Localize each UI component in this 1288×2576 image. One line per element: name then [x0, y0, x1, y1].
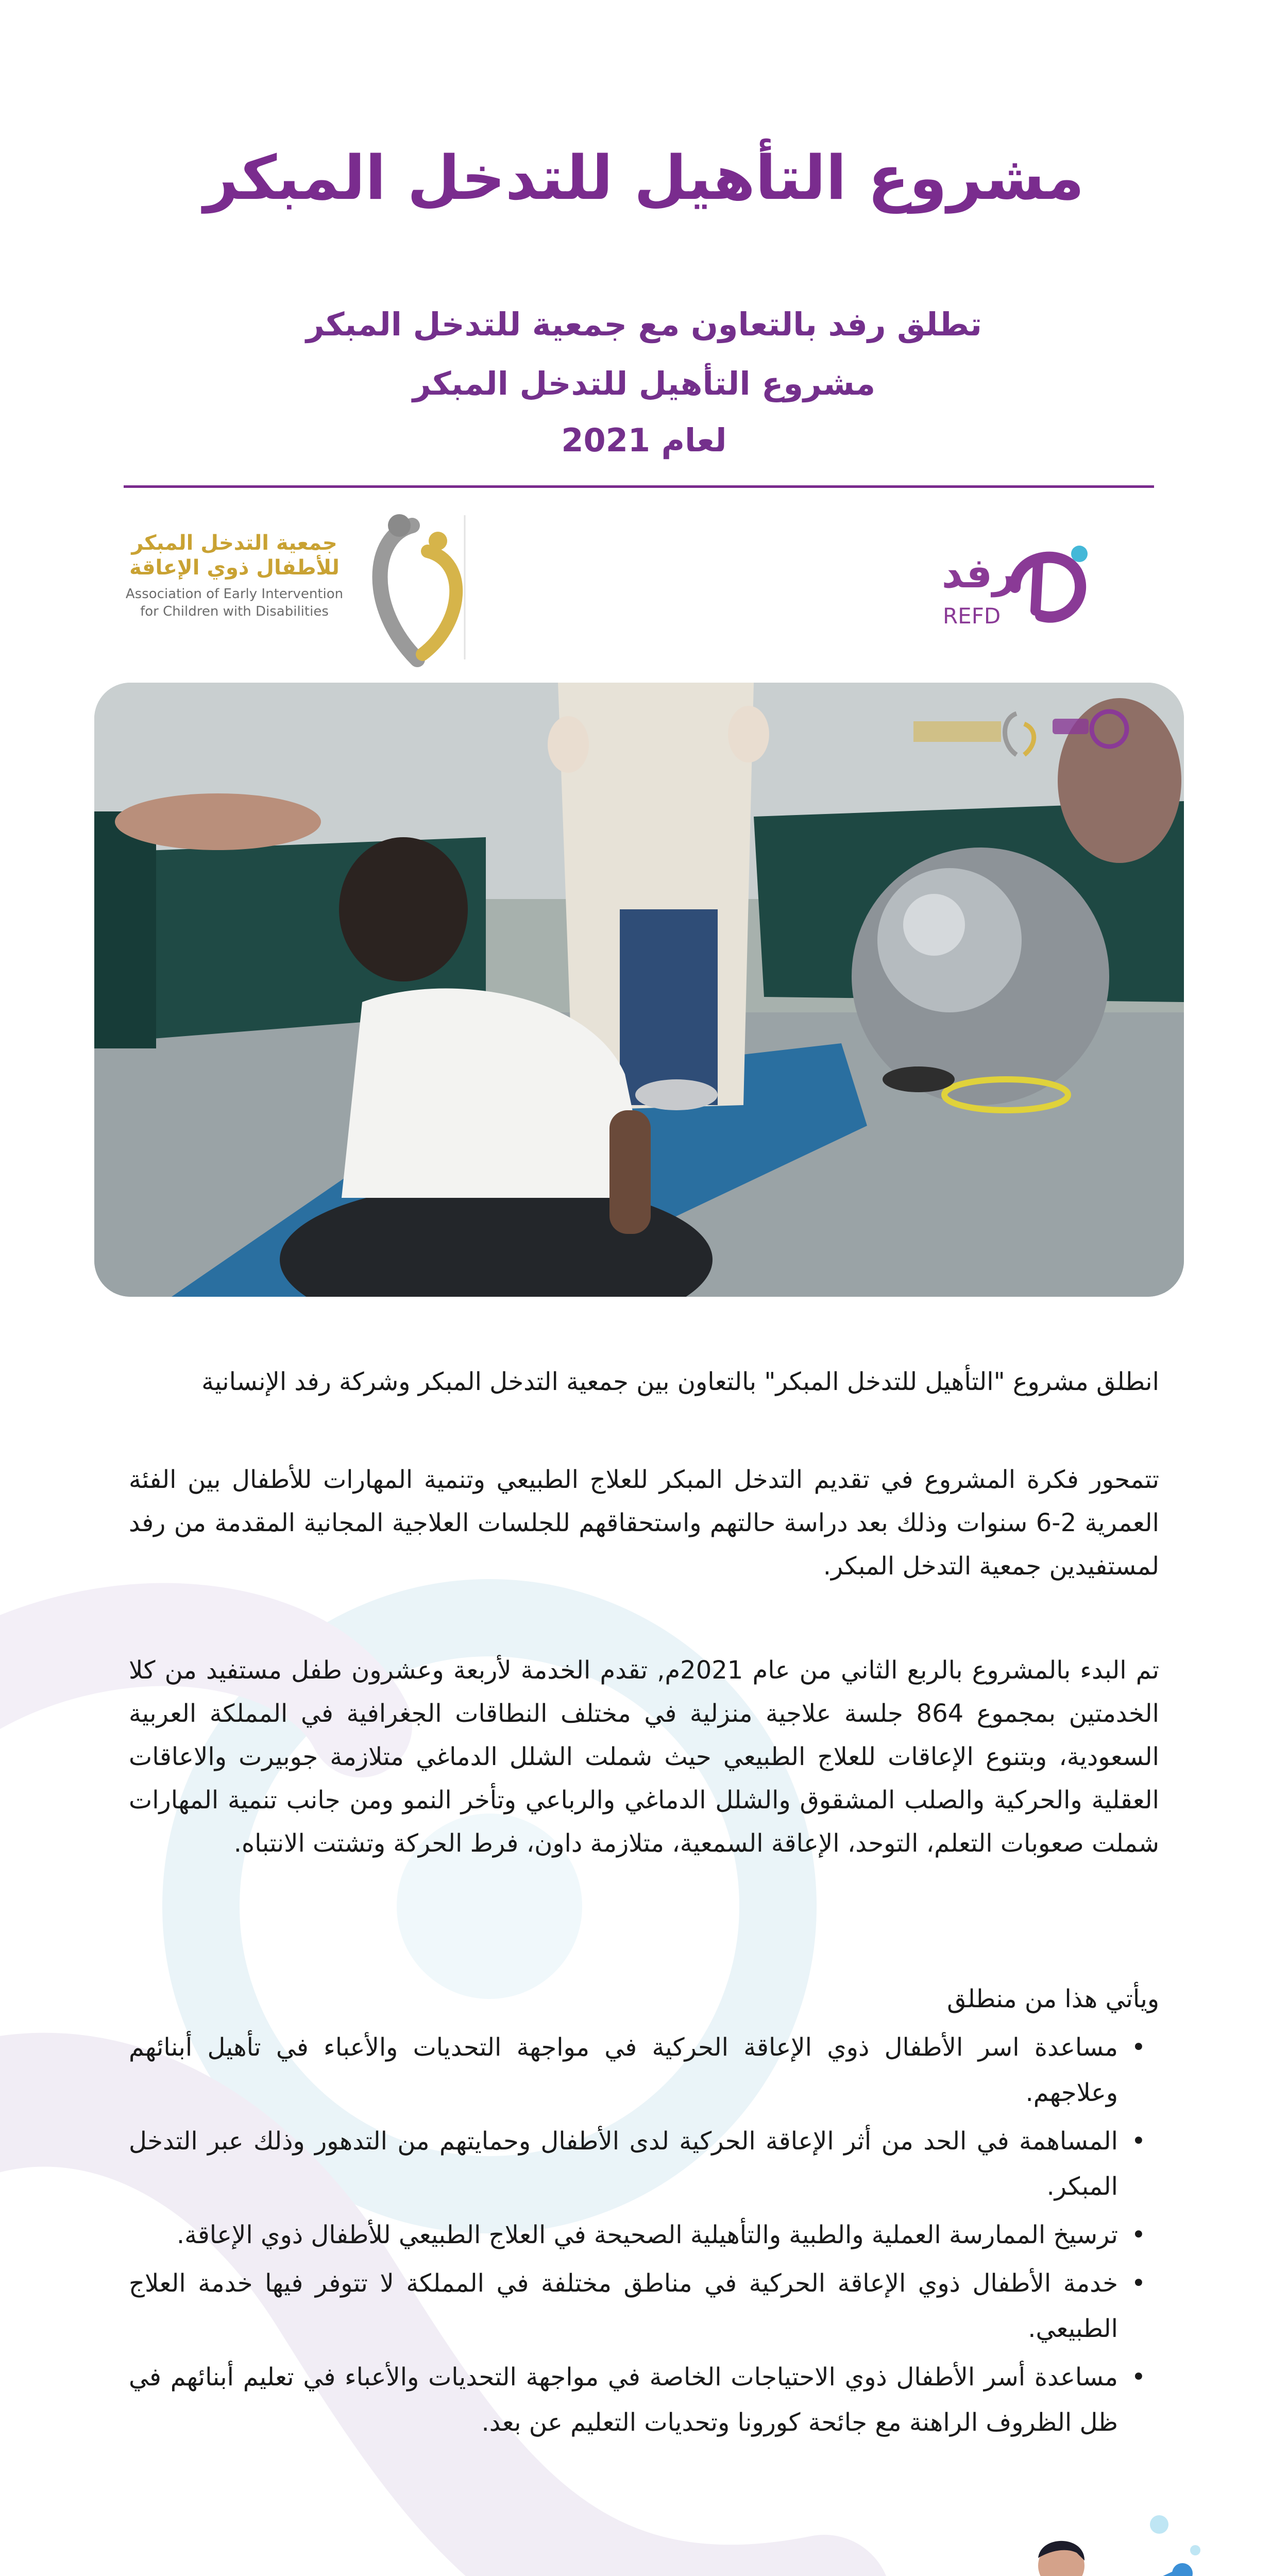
divider [124, 485, 1154, 488]
therapy-session-photo [94, 683, 1184, 1297]
goals-intro: ويأتي هذا من منطلق [947, 1985, 1159, 2013]
association-name-en-1: Association of Early Intervention [125, 586, 344, 602]
subtitle-line-1: تطلق رفد بالتعاون مع جمعية للتدخل المبكر [306, 306, 982, 343]
refd-logo-mark [1015, 546, 1088, 617]
subtitle-line-3: لعام 2021 [561, 421, 727, 459]
refd-logo-arabic: رفد [941, 549, 1016, 597]
goals-list [129, 2025, 1159, 2448]
list-item: • مساعدة أسر الأطفال ذوي الاحتياجات الخاصة في مواجهة التحديات والأعباء في تعليم أبنائهم في ظل الظروف الراهنة مع جائحة كورونا وتحديات التعليم عن بعد. [129, 2354, 1159, 2445]
association-logo [124, 505, 474, 670]
list-item: • مساعدة اسر الأطفال ذوي الإعاقة الحركية في مواجهة التحديات والأعباء في تأهيل أبنائهم وعلاجهم. [129, 2025, 1159, 2115]
list-item: • المساهمة في الحد من أثر الإعاقة الحركية لدى الأطفال وحمايتهم من التدهور وذلك عبر التدخل المبكر. [129, 2119, 1159, 2209]
paragraph-idea: تتمحور فكرة المشروع في تقديم التدخل المبكر للعلاج الطبيعي وتنمية المهارات للأطفال بين الفئة العمرية 2-6 سنوات وذلك بعد دراسة حالتهم واستحقاقهم للجلسات العلاجية المجانية المقدمة من رفد لمستفيدين جمعية التدخل المبكر. [129, 1465, 1159, 1581]
association-name-ar-1: جمعية التدخل المبكر [131, 531, 337, 555]
page-title: مشروع التأهيل للتدخل المبكر [204, 142, 1084, 213]
paragraph-start: تم البدء بالمشروع بالربع الثاني من عام 2021م, تقدم الخدمة لأربعة وعشرون طفل مستفيد من كلا الخدمتين بمجموع 864 جلسة علاجية منزلية في مختلف النطاقات الجغرافية في المملكة العربية السعودية، وبتنوع الإعاقات للعلاج الطبيعي حيث شملت الشلل الدماغي متلازمة جوبيرت والاعاقات العقلية والحركية والصلب المشقوق والشلل الدماغي والرباعي وتأخر النمو ومن جانب تنمية المهارات شملت صعوبات التعلم، التوحد، الإعاقة السمعية، متلازمة داون، فرط الحركة وتشتت الانتباه. [129, 1656, 1159, 1858]
paragraph-launch: انطلق مشروع "التأهيل للتدخل المبكر" بالتعاون بين جمعية التدخل المبكر وشركة رفد الإنسانية [201, 1367, 1159, 1396]
association-logo-mark [350, 505, 474, 670]
list-item: • ترسيخ الممارسة العملية والطبية والتأهيلية الصحيحة في العلاج الطبيعي للأطفال ذوي الإعاقة. [129, 2212, 1159, 2258]
association-name-en [124, 585, 345, 620]
association-logo-text [124, 531, 345, 620]
refd-logo-latin: REFD [943, 603, 1001, 629]
list-item: • خدمة الأطفال ذوي الإعاقة الحركية في مناطق مختلفة في المملكة لا تتوفر فيها خدمة العلاج الطبيعي. [129, 2261, 1159, 2351]
refd-logo [912, 526, 1108, 644]
subtitle-line-2: مشروع التأهيل للتدخل المبكر [412, 365, 876, 402]
association-name-ar-2: للأطفال ذوي الإعاقة [129, 556, 340, 580]
association-name-en-2: for Children with Disabilities [140, 604, 329, 619]
physio-illustration [974, 2504, 1262, 2576]
